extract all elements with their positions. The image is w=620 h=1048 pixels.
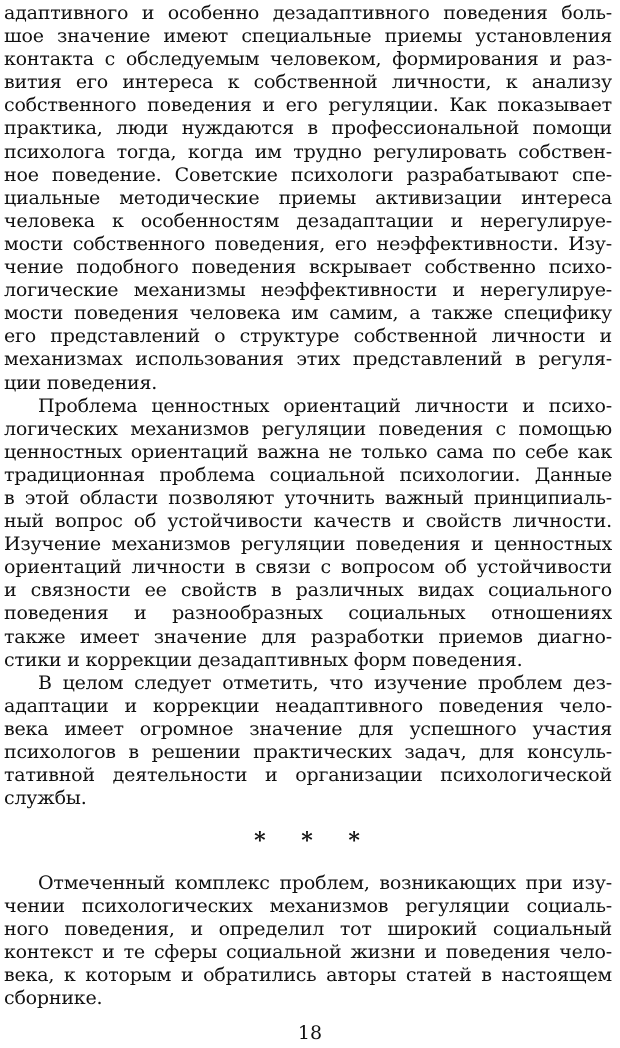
text-line: шое значение имеют специальные приемы установления	[4, 25, 612, 48]
text-line: контекст и те сферы социальной жизни и поведения чело-	[4, 941, 612, 964]
text-line: логические механизмы неэффективности и нерегулируе-	[4, 279, 612, 302]
text-line: чение подобного поведения вскрывает собственно психо-	[4, 256, 612, 279]
text-line: ценностных ориентаций важна не только сама по себе как	[4, 440, 612, 463]
text-line: В целом следует отметить, что изучение проблем дез-	[38, 671, 612, 694]
text-line: мости собственного поведения, его неэффективности. Изу-	[4, 232, 612, 255]
paragraph	[4, 672, 612, 811]
text-line: мости поведения человека им самим, а также специфику	[4, 302, 612, 325]
text-line: ции поведения.	[4, 371, 158, 394]
text-line: собственного поведения и его регуляции. Как показывает	[4, 94, 612, 117]
text-line: логических механизмов регуляции поведения с помощью	[4, 417, 612, 440]
text-line: в этой области позволяют уточнить важный принципиаль-	[4, 486, 612, 509]
text-line: вития его интереса к собственной личности, к анализу	[4, 71, 612, 94]
text-line: Проблема ценностных ориентаций личности и психо-	[38, 394, 612, 417]
text-line: человека к особенностям дезадаптации и нерегулируе-	[4, 209, 612, 232]
text-line: службы.	[4, 787, 87, 810]
text-line: адаптивного и особенно дезадаптивного поведения боль-	[4, 2, 612, 24]
text-line: также имеет значение для разработки приемов диагно-	[4, 625, 612, 648]
paragraph	[4, 395, 612, 672]
text-line: контакта с обследуемым человеком, формирования и раз-	[4, 48, 612, 71]
page-number: 18	[297, 1022, 323, 1044]
text-line: Отмеченный комплекс проблем, возникающих при изу-	[38, 872, 612, 894]
text-line: и связности ее свойств в различных видах социального	[4, 579, 612, 602]
final-text-block	[4, 872, 612, 1011]
text-line: ного поведения, и определил тот широкий социальный	[4, 918, 612, 941]
text-line: практика, люди нуждаются в профессиональной помощи	[4, 117, 612, 140]
text-line: тативной деятельности и организации психологической	[4, 764, 612, 787]
section-separator: * * *	[254, 828, 374, 854]
text-line: стики и коррекции дезадаптивных форм поведения.	[4, 648, 523, 671]
text-line: века, к которым и обратились авторы статей в настоящем	[4, 964, 612, 987]
text-line: чении психологических механизмов регуляции социаль-	[4, 895, 612, 918]
text-line: ориентаций личности в связи с вопросом об устойчивости	[4, 556, 612, 579]
text-line: ный вопрос об устойчивости качеств и свойств личности.	[4, 510, 612, 533]
text-line: адаптации и коррекции неадаптивного поведения чело-	[4, 694, 612, 717]
text-line: психолога тогда, когда им трудно регулировать собствен-	[4, 140, 612, 163]
paragraph	[4, 872, 612, 1011]
text-line: Изучение механизмов регуляции поведения и ценностных	[4, 533, 612, 556]
text-line: поведения и разнообразных социальных отношениях	[4, 602, 612, 625]
text-line: традиционная проблема социальной психологии. Данные	[4, 463, 612, 486]
text-line: механизмах использования этих представлений в регуля-	[4, 348, 612, 371]
text-line: века имеет огромное значение для успешного участия	[4, 717, 612, 740]
text-line: циальные методические приемы активизации интереса	[4, 186, 612, 209]
text-line: ное поведение. Советские психологи разрабатывают спе-	[4, 163, 612, 186]
text-line: его представлений о структуре собственной личности и	[4, 325, 612, 348]
text-line: психологов в решении практических задач, для консуль-	[4, 741, 612, 763]
paragraph	[4, 2, 612, 395]
text-line: сборнике.	[4, 987, 103, 1010]
main-text-block	[4, 2, 612, 810]
